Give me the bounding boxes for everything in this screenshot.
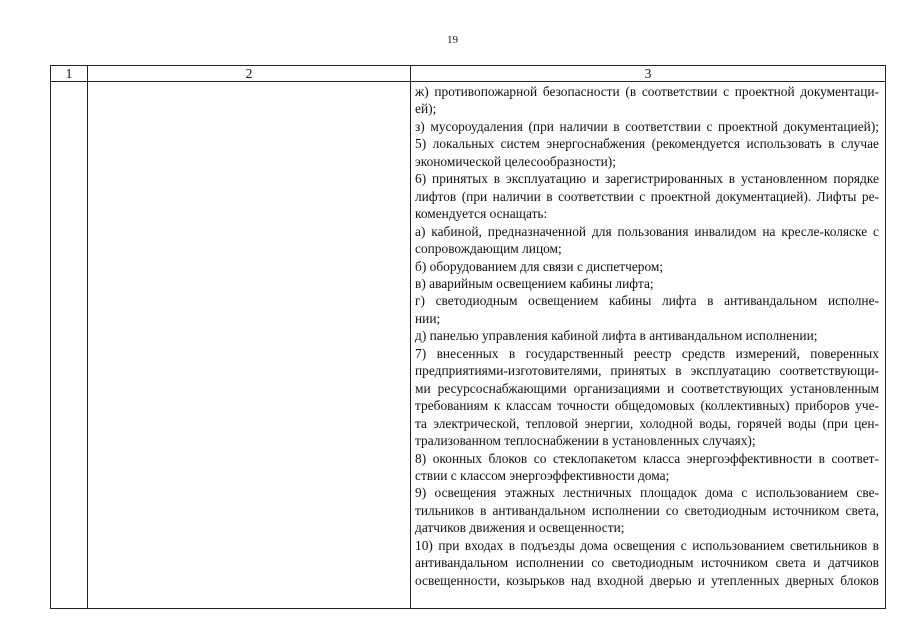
text-line: а) кабиной, предназначенной для пользования инвалидом на кресле-коляске с (415, 223, 879, 239)
table-body-row (51, 82, 886, 609)
text-line: 8) оконных блоков со стеклопакетом класса энергоэффективности в соответ- (415, 450, 879, 466)
text-line: в) аварийным освещением кабины лифта; (415, 275, 654, 291)
text-line: комендуется оснащать: (415, 206, 548, 222)
text-line: трализованном теплоснабжении в установленных случаях); (415, 433, 756, 449)
requirements-text (411, 82, 885, 589)
text-line: сопровождающим лицом; (415, 241, 562, 257)
table-header-row (51, 66, 886, 82)
column-header-2: 2 (88, 66, 411, 82)
page-number: 19 (447, 34, 458, 46)
text-line: предприятиями-изготовителями, принятых в эксплуатацию соответствующи- (415, 363, 879, 379)
text-line: 5) локальных систем энергоснабжения (рекомендуется использовать в случае (415, 136, 879, 152)
cell-column-1 (51, 82, 88, 609)
text-line: г) светодиодным освещением кабины лифта в антивандальном исполне- (415, 293, 879, 309)
text-line: б) оборудованием для связи с диспетчером; (415, 258, 664, 274)
text-line: требованиям к классам точности общедомовых (коллективных) приборов уче- (415, 398, 879, 414)
text-line: антивандальном исполнении со светодиодным источником света и датчиков (415, 555, 879, 571)
text-line: датчиков движения и освещенности; (415, 520, 625, 536)
document-table (50, 65, 886, 609)
cell-column-3 (411, 82, 886, 609)
text-line: з) мусороудаления (при наличии в соответствии с проектной документацией); (415, 118, 879, 134)
text-line: экономической целесообразности); (415, 153, 616, 169)
column-header-1: 1 (51, 66, 88, 82)
text-line: та электрической, тепловой энергии, холодной воды, горячей воды (при цен- (415, 415, 879, 431)
text-line: 9) освещения этажных лестничных площадок дома с использованием све- (415, 485, 879, 501)
text-line: ж) противопожарной безопасности (в соответствии с проектной документаци- (415, 84, 879, 99)
text-line: ми ресурсоснабжающими организациями и соответствующих установленным (415, 380, 879, 396)
text-line: освещенности, козырьков над входной дверью и утепленных дверных блоков (415, 572, 879, 588)
text-line: 6) принятых в эксплуатацию и зарегистрированных в установленном порядке (415, 171, 879, 187)
column-header-3: 3 (411, 66, 886, 82)
cell-column-2 (88, 82, 411, 609)
text-line: нии; (415, 310, 441, 326)
text-line: д) панелью управления кабиной лифта в антивандальном исполнении; (415, 328, 818, 344)
text-line: ей); (415, 101, 437, 117)
text-line: лифтов (при наличии в соответствии с проектной документацией). Лифты ре- (415, 188, 879, 204)
text-line: 7) внесенных в государственный реестр средств измерений, поверенных (415, 345, 879, 361)
text-line: 10) при входах в подъезды дома освещения с использованием светильников в (415, 537, 879, 553)
text-line: тильников в антивандальном исполнении со светодиодным источником света, (415, 502, 879, 518)
text-line: ствии с классом энергоэффективности дома; (415, 467, 670, 483)
